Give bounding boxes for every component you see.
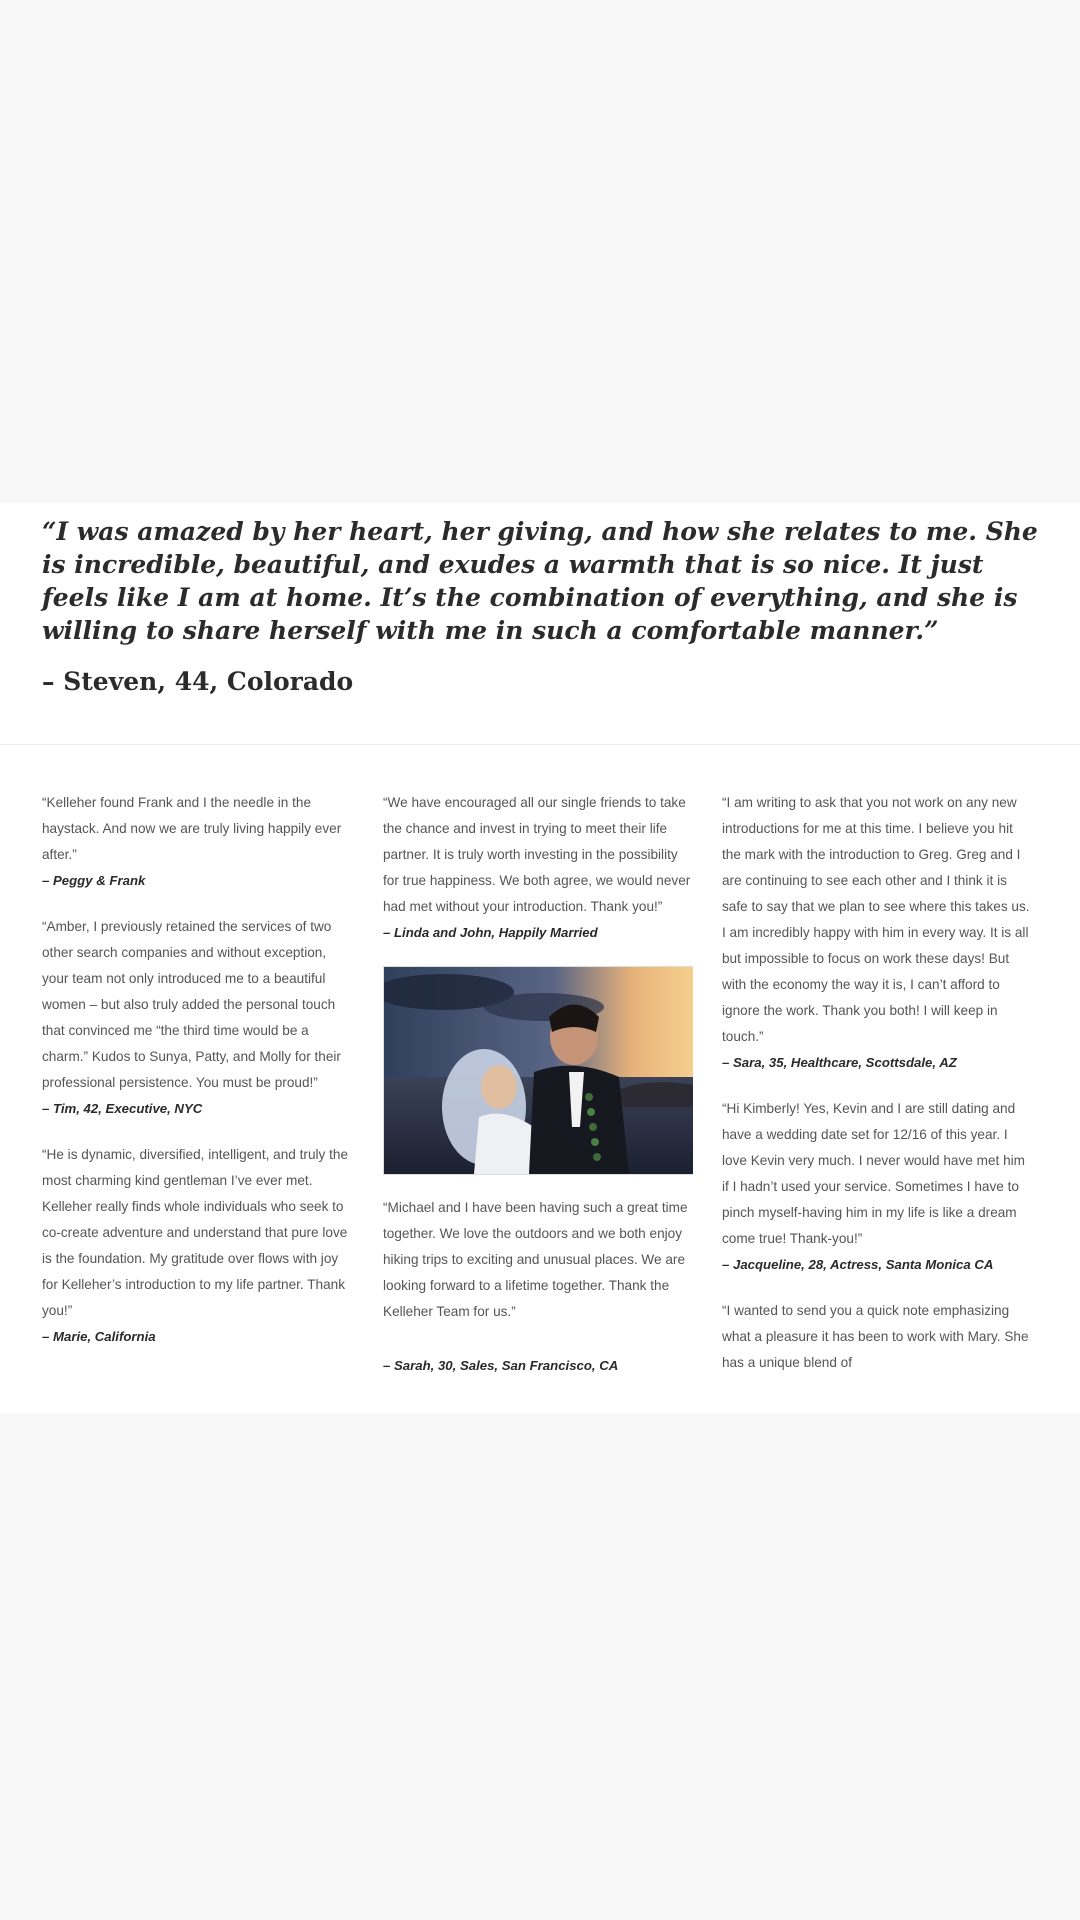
featured-quote: “I was amazed by her heart, her giving, and how she relates to me. She is incredible, beautiful, and exudes a warmth that is so nice. It just feels like I am at home. It’s the combination of everything, and she is willing to share herself with me in such a comfortable manner.”	[42, 517, 1038, 645]
featured-testimonial	[42, 515, 1042, 696]
testimonial-text: “I am writing to ask that you not work on any new introductions for me at this time. I believe you hit the mark with the introduction to Greg. Greg and I are continuing to see each other and I think it is safe to say that we plan to see where this takes us. I am incredibly happy with him in every way. It is all but impossible to focus on work these days! But with the economy the way it is, I can’t afford to ignore the work. Thank you both! I will keep in touch.”	[722, 795, 1030, 1044]
testimonial-text: “Hi Kimberly! Yes, Kevin and I are still dating and have a wedding date set for 12/16 of this year. I love Kevin very much. I never would have met him if I hadn’t used your service. Sometimes I have to pinch myself-having him in my life is like a dream come true! Thank-you!”	[722, 1101, 1025, 1246]
section-divider	[0, 744, 1080, 745]
testimonial-attribution: – Peggy & Frank	[42, 873, 146, 888]
testimonial-column-1	[42, 790, 352, 1410]
testimonial-text: “Amber, I previously retained the services of two other search companies and without exception, your team not only introduced me to a beautiful women – but also truly added the personal touch that convinced me “the third time would be a charm.” Kudos to Sunya, Patty, and Molly for their professional persistence. You must be proud!”	[42, 919, 341, 1090]
testimonial-attribution: – Jacqueline, 28, Actress, Santa Monica CA	[722, 1257, 994, 1272]
testimonial-attribution: – Marie, California	[42, 1329, 156, 1344]
testimonial-attribution: – Linda and John, Happily Married	[383, 925, 598, 940]
testimonial-text: “We have encouraged all our single friends to take the chance and invest in trying to meet their life partner. It is truly worth investing in the possibility for true happiness. We both agree, we would never had met without your introduction. Thank you!”	[383, 795, 691, 914]
testimonial-attribution: – Sara, 35, Healthcare, Scottsdale, AZ	[722, 1055, 957, 1070]
testimonial-text: “He is dynamic, diversified, intelligent, and truly the most charming kind gentleman I’ve ever met. Kelleher really finds whole individuals who seek to co-create adventure and understand that pure love is the foundation. My gratitude over flows with joy for Kelleher’s introduction to my life partner. Thank you!”	[42, 1147, 348, 1318]
testimonial-text: “Kelleher found Frank and I the needle in the haystack. And now we are truly living happily ever after.”	[42, 795, 342, 862]
testimonial-text: “Michael and I have been having such a great time together. We love the outdoors and we both enjoy hiking trips to exciting and unusual places. We are looking forward to a lifetime together. Thank the Kelleher Team for us.”	[383, 1200, 688, 1319]
testimonial-attribution: – Sarah, 30, Sales, San Francisco, CA	[383, 1358, 619, 1373]
testimonial-column-3	[722, 790, 1032, 1410]
testimonial-text: “I wanted to send you a quick note emphasizing what a pleasure it has been to work with Mary. She has a unique blend of	[722, 1303, 1029, 1370]
testimonial-column-2	[383, 790, 693, 1410]
testimonial-attribution: – Tim, 42, Executive, NYC	[42, 1101, 203, 1116]
featured-attribution: – Steven, 44, Colorado	[42, 667, 354, 696]
wedding-couple-photo	[383, 966, 693, 1175]
